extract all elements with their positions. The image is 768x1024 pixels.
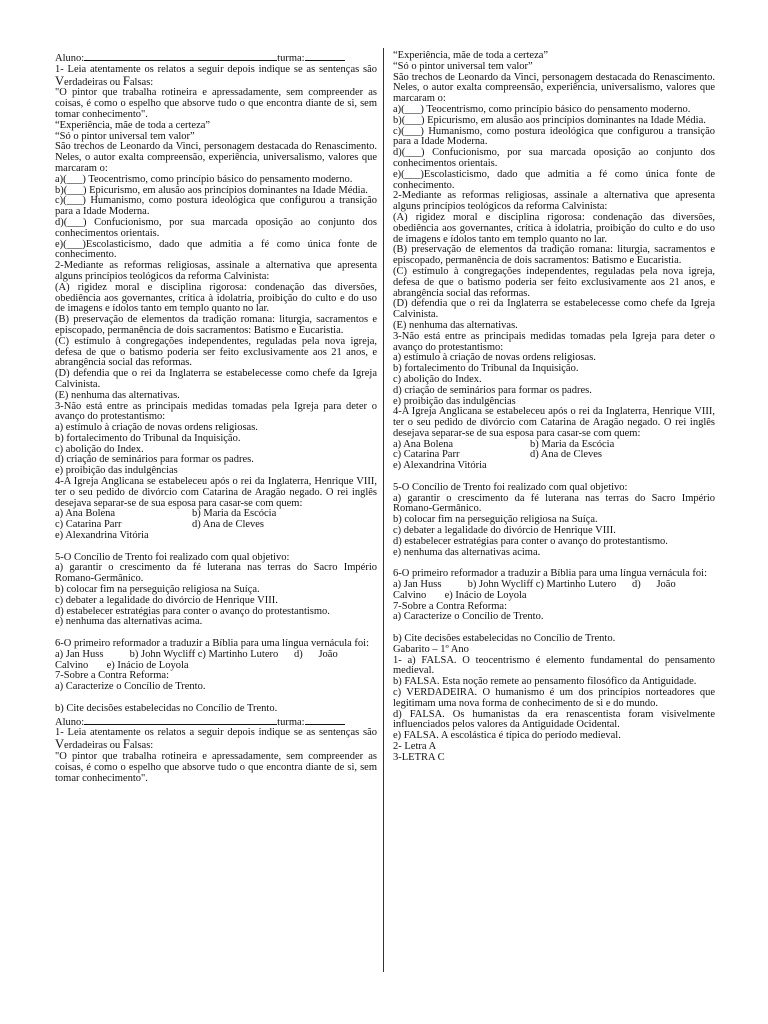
r-q2-option-e[interactable]: (E) nenhuma das alternativas. xyxy=(393,319,518,331)
q1-text: São trechos de Leonardo da Vinci, personagem destacada do Renascimento. Neles, o autor exalta compreensão, experiência, universalismo, valores que marcaram o: xyxy=(55,141,377,174)
q1-item-a[interactable]: a)(___) Teocentrismo, como princípio básico do pensamento moderno. xyxy=(55,173,353,185)
r-q4-stem: 4-A Igreja Anglicana se estabeleceu após o rei da Inglaterra, Henrique VIII, ter o seu pedido de divórcio com Catarina de Aragão negado. O rei inglês desejava separar-se de sua esposa para casar-se com quem: xyxy=(393,406,715,439)
turma-label-2: turma: xyxy=(277,716,305,728)
r-q4-option-b[interactable]: b) Maria da Escócia xyxy=(530,438,615,450)
q1-quote-1-repeat: "O pintor que trabalha rotineira e apressadamente, sem compreender as coisas, é como o espelho que absorve tudo o que encontra diante de si, sem tomar conhecimento". xyxy=(55,751,377,784)
aluno-field[interactable] xyxy=(84,51,277,61)
r-q2-stem: 2-Mediante as reformas religiosas, assinale a alternativa que apresenta alguns princípios teológicos da reforma Calvinista: xyxy=(393,190,715,213)
q4-stem: 4-A Igreja Anglicana se estabeleceu após o rei da Inglaterra, Henrique VIII, ter o seu pedido de divórcio com Catarina de Aragão negado. O rei inglês desejava separar-se de sua esposa para casar-se com quem: xyxy=(55,476,377,509)
q2-option-c[interactable]: (C) estímulo à congregações independentes, reguladas pela nova igreja, defesa de que o batismo poderia ser feito exclusivamente aos 21 anos, e abrangência social das reformas. xyxy=(55,335,377,369)
r-q5-stem: 5-O Concílio de Trento foi realizado com qual objetivo: xyxy=(393,481,628,493)
r-q3-option-a[interactable]: a) estímulo à criação de novas ordens religiosas. xyxy=(393,352,596,364)
q5-option-e[interactable]: e) nenhuma das alternativas acima. xyxy=(55,616,203,628)
r-q1-item-a[interactable]: a)(___) Teocentrismo, como princípio básico do pensamento moderno. xyxy=(393,103,691,115)
r-q1-item-e[interactable]: e)(___)Escolasticismo, dado que admitia a fé como única fonte de conhecimento. xyxy=(393,168,715,191)
q1-item-c[interactable]: c)(___) Humanismo, como postura ideológica que configurou a transição para a Idade Moderna. xyxy=(55,195,377,218)
r-q1-item-b[interactable]: b)(___) Epicurismo, em alusão aos princípios dominantes na Idade Média. xyxy=(393,114,706,126)
r-q7-stem: 7-Sobre a Contra Reforma: xyxy=(393,600,508,612)
r-q1-item-c[interactable]: c)(___) Humanismo, como postura ideológica que configurou a transição para a Idade Moderna. xyxy=(393,125,715,148)
r-q2-option-c[interactable]: (C) estímulo à congregações independentes, reguladas pela nova igreja, defesa de que o batismo poderia ser feito exclusivamente aos 21 anos, e abrangência social das reformas. xyxy=(393,265,715,299)
q1-intro-repeat: 1- Leia atentamente os relatos a seguir depois indique se as sentenças são Verdadeiras ou Falsas: xyxy=(55,727,377,752)
r-q3-stem: 3-Não está entre as principais medidas tomadas pela Igreja para deter o avanço do protestantismo: xyxy=(393,330,715,353)
r-q4-option-a[interactable]: a) Ana Bolena xyxy=(393,438,454,450)
q7-a: a) Caracterize o Concílio de Trento. xyxy=(55,681,206,693)
q4-option-a[interactable]: a) Ana Bolena xyxy=(55,508,116,520)
q1-quote-2: “Experiência, mãe de toda a certeza” xyxy=(55,119,211,131)
q2-option-d[interactable]: (D) defendia que o rei da Inglaterra se estabelecesse como chefe da Igreja Calvinista. xyxy=(55,368,377,390)
q3-option-c[interactable]: c) abolição do Index. xyxy=(55,443,144,455)
q3-option-d[interactable]: d) criação de seminários para formar os padres. xyxy=(55,454,254,466)
gabarito-line-4: d) FALSA. Os humanistas da era renascentista foram visivelmente influenciados pelos valores da Antiguidade Ocidental. xyxy=(393,708,715,731)
gabarito-line-5: e) FALSA. A escolástica é típica do período medieval. xyxy=(393,730,621,742)
gabarito-line-6: 2- Letra A xyxy=(393,741,437,752)
r-q4-option-e[interactable]: e) Alexandrina Vitória xyxy=(393,460,487,472)
r-q3-option-e[interactable]: e) proibição das indulgências xyxy=(393,395,516,407)
r-q1-quote-2: “Experiência, mãe de toda a certeza” xyxy=(393,50,549,61)
q4-option-d[interactable]: d) Ana de Cleves xyxy=(192,519,265,531)
r-q7-b: b) Cite decisões estabelecidas no Concílio de Trento. xyxy=(393,633,616,645)
r-q2-option-d[interactable]: (D) defendia que o rei da Inglaterra se estabelecesse como chefe da Igreja Calvinista. xyxy=(393,298,715,321)
q6-options-line-2[interactable]: Calvino e) Inácio de Loyola xyxy=(55,659,189,671)
q1-item-e[interactable]: e)(___)Escolasticismo, dado que admitia a fé como única fonte de conhecimento. xyxy=(55,238,377,261)
r-q2-option-b[interactable]: (B) preservação de elementos da tradição romana: liturgia, sacramentos e episcopado, permanência de dois sacramentos: Batismo e Eucaristia. xyxy=(393,244,715,267)
r-q5-option-c[interactable]: c) debater a legalidade do divórcio de Henrique VIII. xyxy=(393,525,616,537)
r-q3-option-b[interactable]: b) fortalecimento do Tribunal da Inquisição. xyxy=(393,363,579,375)
turma-label: turma: xyxy=(277,53,305,64)
r-q7-a: a) Caracterize o Concílio de Trento. xyxy=(393,611,544,623)
q6-options-line-1[interactable]: a) Jan Huss b) John Wycliff c) Martinho Lutero d) João xyxy=(55,648,338,660)
r-q5-option-e[interactable]: e) nenhuma das alternativas acima. xyxy=(393,546,541,558)
gabarito-line-3: c) VERDADEIRA. O humanismo é um dos princípios norteadores que legitimam uma nova forma de conhecimento de si e do mundo. xyxy=(393,687,715,709)
q5-option-d[interactable]: d) estabelecer estratégias para conter o avanço do protestantismo. xyxy=(55,605,330,617)
r-q5-option-d[interactable]: d) estabelecer estratégias para conter o avanço do protestantismo. xyxy=(393,535,668,547)
q5-stem: 5-O Concílio de Trento foi realizado com qual objetivo: xyxy=(55,551,290,563)
r-q6-stem: 6-O primeiro reformador a traduzir a Bíblia para uma língua vernácula foi: xyxy=(393,568,707,580)
r-q5-option-b[interactable]: b) colocar fim na perseguição religiosa na Suíça. xyxy=(393,514,598,526)
turma-field-2[interactable] xyxy=(305,715,345,725)
r-q4-option-d[interactable]: d) Ana de Cleves xyxy=(530,449,603,461)
q4-option-e[interactable]: e) Alexandrina Vitória xyxy=(55,530,149,542)
q4-option-c[interactable]: c) Catarina Parr xyxy=(55,519,122,531)
gabarito-title: Gabarito – 1º Ano xyxy=(393,643,469,655)
q5-option-b[interactable]: b) colocar fim na perseguição religiosa na Suíça. xyxy=(55,584,260,596)
aluno-field-2[interactable] xyxy=(84,715,277,725)
q2-stem: 2-Mediante as reformas religiosas, assinale a alternativa que apresenta alguns princípios teológicos da reforma Calvinista: xyxy=(55,260,377,282)
r-q5-option-a[interactable]: a) garantir o crescimento da fé luterana nas terras do Sacro Império Romano-Germânico. xyxy=(393,492,715,515)
q2-option-e[interactable]: (E) nenhuma das alternativas. xyxy=(55,389,180,401)
q4-option-b[interactable]: b) Maria da Escócia xyxy=(192,508,277,520)
q3-option-e[interactable]: e) proibição das indulgências xyxy=(55,465,178,477)
q1-item-b[interactable]: b)(___) Epicurismo, em alusão aos princípios dominantes na Idade Média. xyxy=(55,184,368,196)
aluno-label: Aluno: xyxy=(55,53,85,64)
right-column xyxy=(393,51,715,764)
student-header xyxy=(55,51,377,65)
aluno-label-2: Aluno: xyxy=(55,716,85,728)
q2-option-b[interactable]: (B) preservação de elementos da tradição romana: liturgia, sacramentos e episcopado, permanência de dois sacramentos: Batismo e Eucaristia. xyxy=(55,314,377,336)
gabarito-line-2: b) FALSA. Esta noção remete ao pensamento filosófico da Antiguidade. xyxy=(393,676,697,688)
r-q2-option-a[interactable]: (A) rigidez moral e disciplina rigorosa: condenação das diversões, obediência aos governantes, crítica à idolatria, proibição do culto e do uso de imagens e ídolos tanto em templo quanto no lar. xyxy=(393,211,715,245)
q3-option-b[interactable]: b) fortalecimento do Tribunal da Inquisição. xyxy=(55,432,241,444)
r-q1-quote-3: “Só o pintor universal tem valor” xyxy=(393,60,533,72)
q3-stem: 3-Não está entre as principais medidas tomadas pela Igreja para deter o avanço do protestantismo: xyxy=(55,400,377,423)
r-q6-options-line-2[interactable]: Calvino e) Inácio de Loyola xyxy=(393,589,527,601)
q1-quote-1: "O pintor que trabalha rotineira e apressadamente, sem compreender as coisas, é como o espelho que absorve tudo o que encontra diante de si, sem tomar conhecimento". xyxy=(55,87,377,120)
q7-b: b) Cite decisões estabelecidas no Concílio de Trento. xyxy=(55,702,278,714)
r-q6-options-line-1[interactable]: a) Jan Huss b) John Wycliff c) Martinho Lutero d) João xyxy=(393,579,676,591)
q1-intro: 1- Leia atentamente os relatos a seguir depois indique se as sentenças são Verdadeiras ou Falsas: xyxy=(55,63,377,88)
gabarito-line-7: 3-LETRA C xyxy=(393,751,445,763)
q5-option-c[interactable]: c) debater a legalidade do divórcio de Henrique VIII. xyxy=(55,594,278,606)
q1-item-d[interactable]: d)(___) Confucionismo, por sua marcada oposição ao conjunto dos conhecimentos orientais. xyxy=(55,216,377,239)
q7-stem: 7-Sobre a Contra Reforma: xyxy=(55,670,170,682)
column-divider xyxy=(383,48,384,972)
turma-field[interactable] xyxy=(305,51,345,61)
r-q1-item-d[interactable]: d)(___) Confucionismo, por sua marcada oposição ao conjunto dos conhecimentos orientais. xyxy=(393,147,715,169)
q5-option-a[interactable]: a) garantir o crescimento da fé luterana nas terras do Sacro Império Romano-Germânico. xyxy=(55,562,377,585)
left-column xyxy=(55,51,377,784)
q3-option-a[interactable]: a) estímulo à criação de novas ordens religiosas. xyxy=(55,422,258,434)
r-q3-option-c[interactable]: c) abolição do Index. xyxy=(393,373,482,385)
r-q4-option-c[interactable]: c) Catarina Parr xyxy=(393,449,460,461)
gabarito-line-1: 1- a) FALSA. O teocentrismo é elemento fundamental do pensamento medieval. xyxy=(393,654,715,677)
r-q1-text: São trechos de Leonardo da Vinci, personagem destacada do Renascimento. Neles, o autor exalta compreensão, experiência, universalismo, valores que marcaram o: xyxy=(393,71,715,105)
q2-option-a[interactable]: (A) rigidez moral e disciplina rigorosa: condenação das diversões, obediência aos governantes, crítica à idolatria, proibição do culto e do uso de imagens e ídolos tanto em templo quanto no lar. xyxy=(55,281,377,315)
q6-stem: 6-O primeiro reformador a traduzir a Bíblia para uma língua vernácula foi: xyxy=(55,638,369,650)
r-q3-option-d[interactable]: d) criação de seminários para formar os padres. xyxy=(393,384,592,396)
student-header-2 xyxy=(55,715,377,729)
q1-quote-3: “Só o pintor universal tem valor” xyxy=(55,130,195,142)
